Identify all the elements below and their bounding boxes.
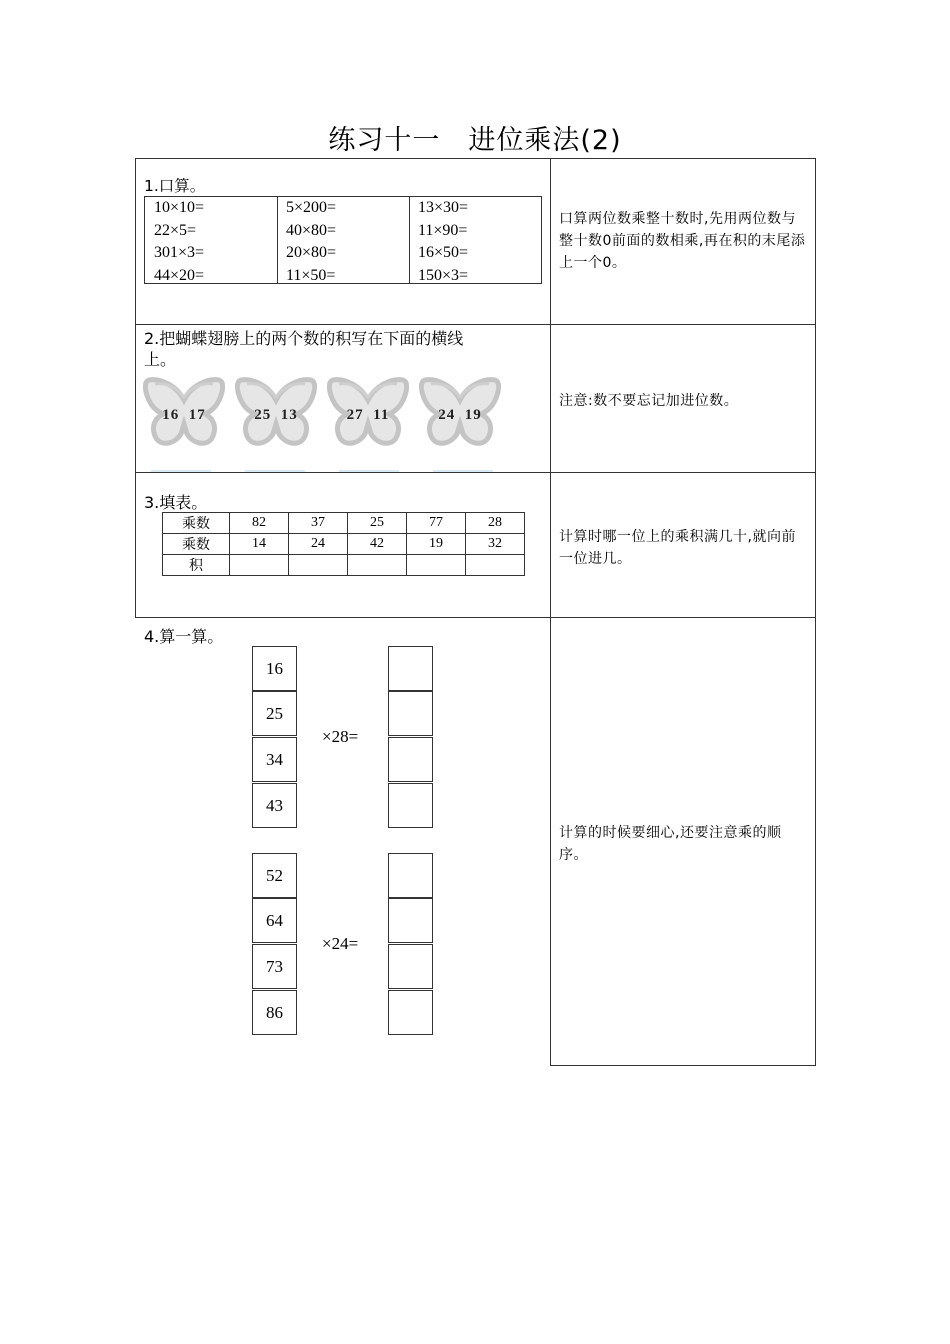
q4-tip: 计算的时候要细心,还要注意乘的顺序。 (559, 825, 782, 863)
row-label: 乘数 (163, 513, 230, 534)
butterfly-3 (327, 374, 409, 454)
butterfly-1 (143, 374, 225, 454)
answer-cell[interactable] (230, 555, 289, 576)
answer-box[interactable] (388, 853, 433, 898)
table-cell: 14 (230, 534, 289, 555)
problem: 150×3= (418, 266, 469, 284)
butterfly-numbers: 24 19 (438, 407, 482, 423)
table-cell: 82 (230, 513, 289, 534)
answer-box[interactable] (388, 737, 433, 782)
answer-cell[interactable] (466, 555, 525, 576)
q2-label-line1: 2.把蝴蝶翅膀上的两个数的积写在下面的横线 (144, 329, 464, 348)
row-label: 积 (163, 555, 230, 576)
answer-cell[interactable] (407, 555, 466, 576)
problem: 11×50= (286, 266, 336, 284)
table-cell: 25 (348, 513, 407, 534)
table-row (163, 513, 525, 534)
q2-tip: 注意:数不要忘记加进位数。 (559, 393, 739, 409)
problem: 16×50= (418, 244, 469, 261)
mental-math-col-3 (418, 197, 468, 283)
mental-math-col-1 (154, 197, 204, 283)
butterfly-4 (419, 374, 501, 454)
number-box: 73 (252, 944, 297, 989)
answer-cell[interactable] (289, 555, 348, 576)
number-box: 43 (252, 783, 297, 828)
q3-tip: 计算时哪一位上的乘积满几十,就向前一位进几。 (559, 529, 796, 567)
answer-line-4[interactable] (433, 470, 493, 472)
table-cell: 19 (407, 534, 466, 555)
q1-label: 1.口算。 (144, 177, 206, 195)
problem: 20×80= (286, 244, 337, 261)
table-cell: 32 (466, 534, 525, 555)
answer-line-3[interactable] (339, 470, 399, 472)
answer-box[interactable] (388, 691, 433, 736)
row-label: 乘数 (163, 534, 230, 555)
answer-box[interactable] (388, 944, 433, 989)
problem: 301×3= (154, 244, 205, 261)
table-cell: 77 (407, 513, 466, 534)
butterfly-2 (235, 374, 317, 454)
answer-box[interactable] (388, 646, 433, 691)
table-row (163, 555, 525, 576)
number-box: 52 (252, 853, 297, 898)
answer-cell[interactable] (348, 555, 407, 576)
answer-box[interactable] (388, 990, 433, 1035)
problem: 44×20= (154, 266, 205, 284)
page-title: 练习十一 进位乘法(2) (328, 125, 622, 156)
butterfly-numbers: 25 13 (254, 407, 298, 423)
number-box: 64 (252, 898, 297, 943)
q4-label: 4.算一算。 (144, 627, 224, 646)
answer-line-1[interactable] (151, 470, 211, 472)
table-cell: 42 (348, 534, 407, 555)
multiplier-label: ×24= (322, 934, 359, 953)
problem: 40×80= (286, 221, 337, 239)
table-row (163, 534, 525, 555)
number-box: 16 (252, 646, 297, 691)
q3-label: 3.填表。 (144, 493, 208, 512)
multiplier-label: ×28= (322, 727, 359, 746)
table-cell: 24 (289, 534, 348, 555)
fill-table (162, 512, 525, 576)
table-cell: 28 (466, 513, 525, 534)
table-cell: 37 (289, 513, 348, 534)
number-box: 34 (252, 737, 297, 782)
problem: 10×10= (154, 199, 205, 216)
number-box: 25 (252, 691, 297, 736)
butterfly-numbers: 16 17 (162, 407, 206, 423)
mental-math-col-2 (286, 197, 336, 283)
problem: 11×90= (418, 221, 468, 239)
answer-box[interactable] (388, 783, 433, 828)
problem: 13×30= (418, 199, 469, 216)
problem: 5×200= (286, 199, 337, 216)
mental-math-grid (144, 196, 542, 284)
q1-tip: 口算两位数乘整十数时,先用两位数与整十数0前面的数相乘,再在积的末尾添上一个0。 (559, 211, 806, 271)
q2-label-line2: 上。 (144, 350, 177, 369)
worksheet-frame (135, 158, 815, 1066)
answer-box[interactable] (388, 898, 433, 943)
q2-label (144, 328, 546, 370)
problem: 22×5= (154, 221, 197, 239)
answer-line-2[interactable] (245, 470, 305, 472)
number-box: 86 (252, 990, 297, 1035)
butterfly-numbers: 27 11 (346, 407, 390, 423)
